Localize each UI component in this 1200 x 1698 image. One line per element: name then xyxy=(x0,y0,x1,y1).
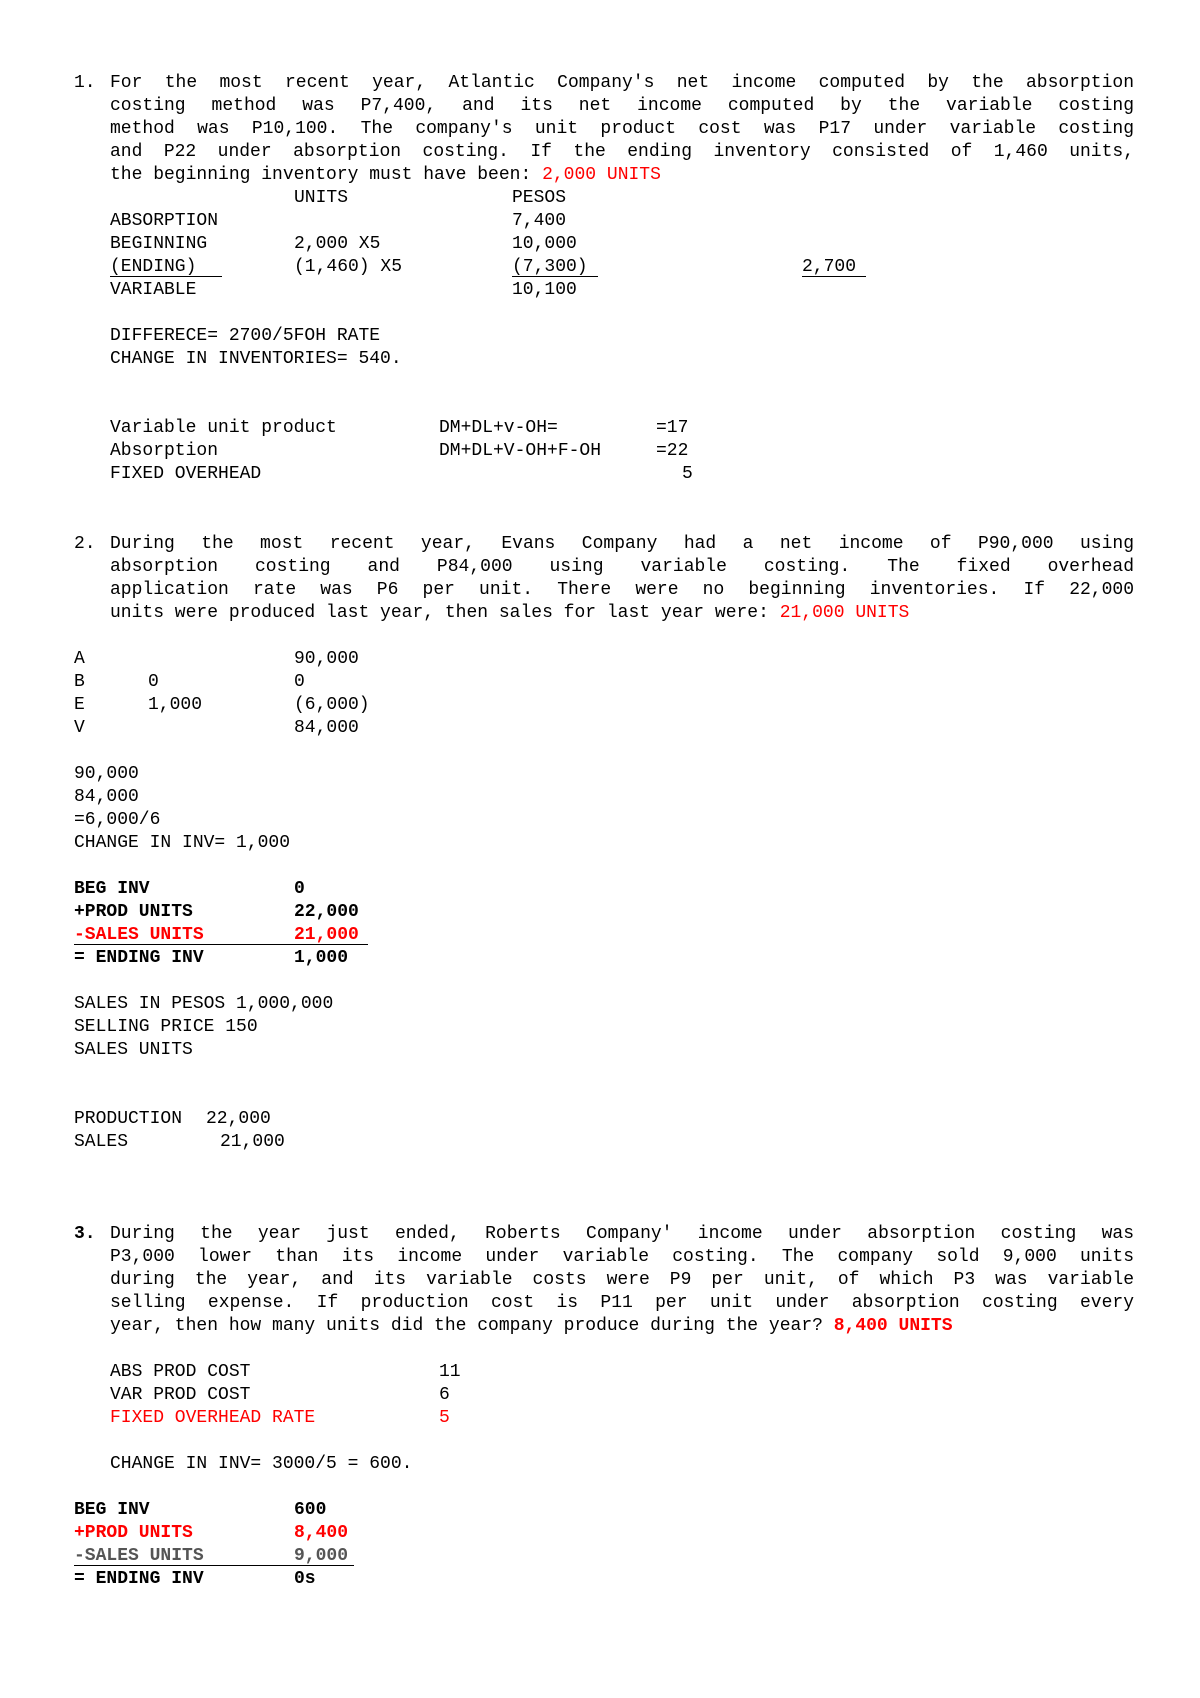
q2-sales-line: SALES IN PESOS 1,000,000 xyxy=(74,994,334,1014)
q2-abev-letter: V xyxy=(74,718,85,738)
q1-unit-value: =17 xyxy=(656,418,689,438)
q3-cost-label: VAR PROD COST xyxy=(110,1385,251,1405)
q2-inv-label: = ENDING INV xyxy=(74,948,204,968)
q3-inv-value: 600 xyxy=(294,1500,327,1520)
q3-answer: 8,400 UNITS xyxy=(833,1316,953,1336)
q3-cost-value: 5 xyxy=(439,1408,450,1428)
q2-abev-pesos: 84,000 xyxy=(294,718,359,738)
q2-calc-line: 84,000 xyxy=(74,787,139,807)
q2-inv-value: 21,000 xyxy=(294,925,359,945)
q2-inv-value: 1,000 xyxy=(294,948,349,968)
q2-last-line: units were produced last year, then sales for last year were: xyxy=(110,603,780,623)
q1-row-pesos: 7,400 xyxy=(512,211,567,231)
q3-line: during the year, and its variable costs were P9 per unit, of which P3 was variable xyxy=(110,1270,1134,1290)
q2-line: application rate was P6 per unit. There were no beginning inventories. If 22,000 xyxy=(110,580,1134,600)
q1-row-label: VARIABLE xyxy=(110,280,197,300)
q2-inv-value: 0 xyxy=(294,879,305,899)
q3-line: P3,000 lower than its income under variable costing. The company sold 9,000 units xyxy=(110,1247,1134,1267)
q1-line: method was P10,100. The company's unit product cost was P17 under variable costing xyxy=(110,119,1134,139)
q3-sales-underline xyxy=(74,1565,354,1566)
q3-line: During the year just ended, Roberts Company' income under absorption costing was xyxy=(110,1224,1134,1244)
q2-abev-letter: B xyxy=(74,672,85,692)
q1-change: CHANGE IN INVENTORIES= 540. xyxy=(110,349,402,369)
q2-calc-line: =6,000/6 xyxy=(74,810,161,830)
q1-row-label: (ENDING) xyxy=(110,257,197,277)
q1-ending-underline xyxy=(110,276,222,277)
q1-extra-underline xyxy=(802,276,866,277)
q1-question xyxy=(110,72,1134,187)
q2-inv-label: BEG INV xyxy=(74,879,150,899)
q1-row-label: BEGINNING xyxy=(110,234,208,254)
q2-abev-letter: A xyxy=(74,649,85,669)
q2-sales-line: SELLING PRICE 150 xyxy=(74,1017,258,1037)
q3-inv-label: BEG INV xyxy=(74,1500,150,1520)
q2-line: absorption costing and P84,000 using variable costing. The fixed overhead xyxy=(110,557,1134,577)
q1-number: 1. xyxy=(74,73,96,93)
q3-cost-label: ABS PROD COST xyxy=(110,1362,251,1382)
q3-number: 3. xyxy=(74,1224,96,1244)
q1-col-units: UNITS xyxy=(294,188,349,208)
q1-difference: DIFFERECE= 2700/5FOH RATE xyxy=(110,326,381,346)
q2-sales-underline xyxy=(74,944,368,945)
q2-inv-label: +PROD UNITS xyxy=(74,902,193,922)
q3-line: selling expense. If production cost is P11 per unit under absorption costing every xyxy=(110,1293,1134,1313)
q2-prod-label: PRODUCTION xyxy=(74,1109,183,1129)
q2-prod-value: 22,000 xyxy=(206,1109,271,1129)
q3-inv-value: 9,000 xyxy=(294,1546,349,1566)
q1-row-pesos: 10,000 xyxy=(512,234,577,254)
q2-abev-units: 1,000 xyxy=(148,695,203,715)
q1-col-pesos: PESOS xyxy=(512,188,567,208)
q2-abev-letter: E xyxy=(74,695,85,715)
q1-line: For the most recent year, Atlantic Company's net income computed by the absorption xyxy=(110,73,1134,93)
q2-abev-pesos: (6,000) xyxy=(294,695,370,715)
q3-cost-value: 11 xyxy=(439,1362,461,1382)
q2-number: 2. xyxy=(74,534,96,554)
q2-calc-line: 90,000 xyxy=(74,764,139,784)
q1-row-label: ABSORPTION xyxy=(110,211,219,231)
q1-line: costing method was P7,400, and its net income computed by the variable costing xyxy=(110,96,1134,116)
q1-unit-value: =22 xyxy=(656,441,689,461)
q1-row-units: 2,000 X5 xyxy=(294,234,381,254)
q2-calc-line: CHANGE IN INV= 1,000 xyxy=(74,833,291,853)
q3-question xyxy=(110,1223,1134,1338)
q1-unit-label: Variable unit product xyxy=(110,418,337,438)
q2-inv-value: 22,000 xyxy=(294,902,359,922)
q2-inv-label: -SALES UNITS xyxy=(74,925,204,945)
q1-line: and P22 under absorption costing. If the ending inventory consisted of 1,460 units, xyxy=(110,142,1134,162)
q2-sales-line: SALES UNITS xyxy=(74,1040,193,1060)
q2-prod-label: SALES xyxy=(74,1132,129,1152)
q2-answer: 21,000 UNITS xyxy=(779,603,910,623)
q3-inv-label: -SALES UNITS xyxy=(74,1546,204,1566)
q3-inv-label: +PROD UNITS xyxy=(74,1523,193,1543)
q1-answer: 2,000 UNITS xyxy=(542,165,661,185)
q1-row-pesos: 10,100 xyxy=(512,280,577,300)
q3-last-line: year, then how many units did the company produce during the year? xyxy=(110,1316,834,1336)
q3-cost-label: FIXED OVERHEAD RATE xyxy=(110,1408,316,1428)
q3-inv-label: = ENDING INV xyxy=(74,1569,204,1589)
q2-abev-units: 0 xyxy=(148,672,159,692)
q2-abev-pesos: 90,000 xyxy=(294,649,359,669)
q3-cost-value: 6 xyxy=(439,1385,450,1405)
q1-row-units: (1,460) X5 xyxy=(294,257,403,277)
q2-abev-pesos: 0 xyxy=(294,672,305,692)
q2-line: During the most recent year, Evans Company had a net income of P90,000 using xyxy=(110,534,1134,554)
q1-pesos-underline xyxy=(512,276,598,277)
q1-unit-label: Absorption xyxy=(110,441,219,461)
q1-unit-formula: DM+DL+v-OH= xyxy=(439,418,558,438)
q3-change: CHANGE IN INV= 3000/5 = 600. xyxy=(110,1454,413,1474)
q1-unit-label: FIXED OVERHEAD xyxy=(110,464,262,484)
q1-unit-formula: DM+DL+V-OH+F-OH xyxy=(439,441,602,461)
q1-unit-value: 5 xyxy=(682,464,693,484)
q2-question xyxy=(110,533,1134,625)
q1-row-pesos: (7,300) xyxy=(512,257,588,277)
q3-inv-value: 8,400 xyxy=(294,1523,349,1543)
q1-last-line: the beginning inventory must have been: xyxy=(110,165,543,185)
q3-inv-value: 0s xyxy=(294,1569,316,1589)
q1-row-extra: 2,700 xyxy=(802,257,857,277)
q2-prod-value: 21,000 xyxy=(220,1132,285,1152)
